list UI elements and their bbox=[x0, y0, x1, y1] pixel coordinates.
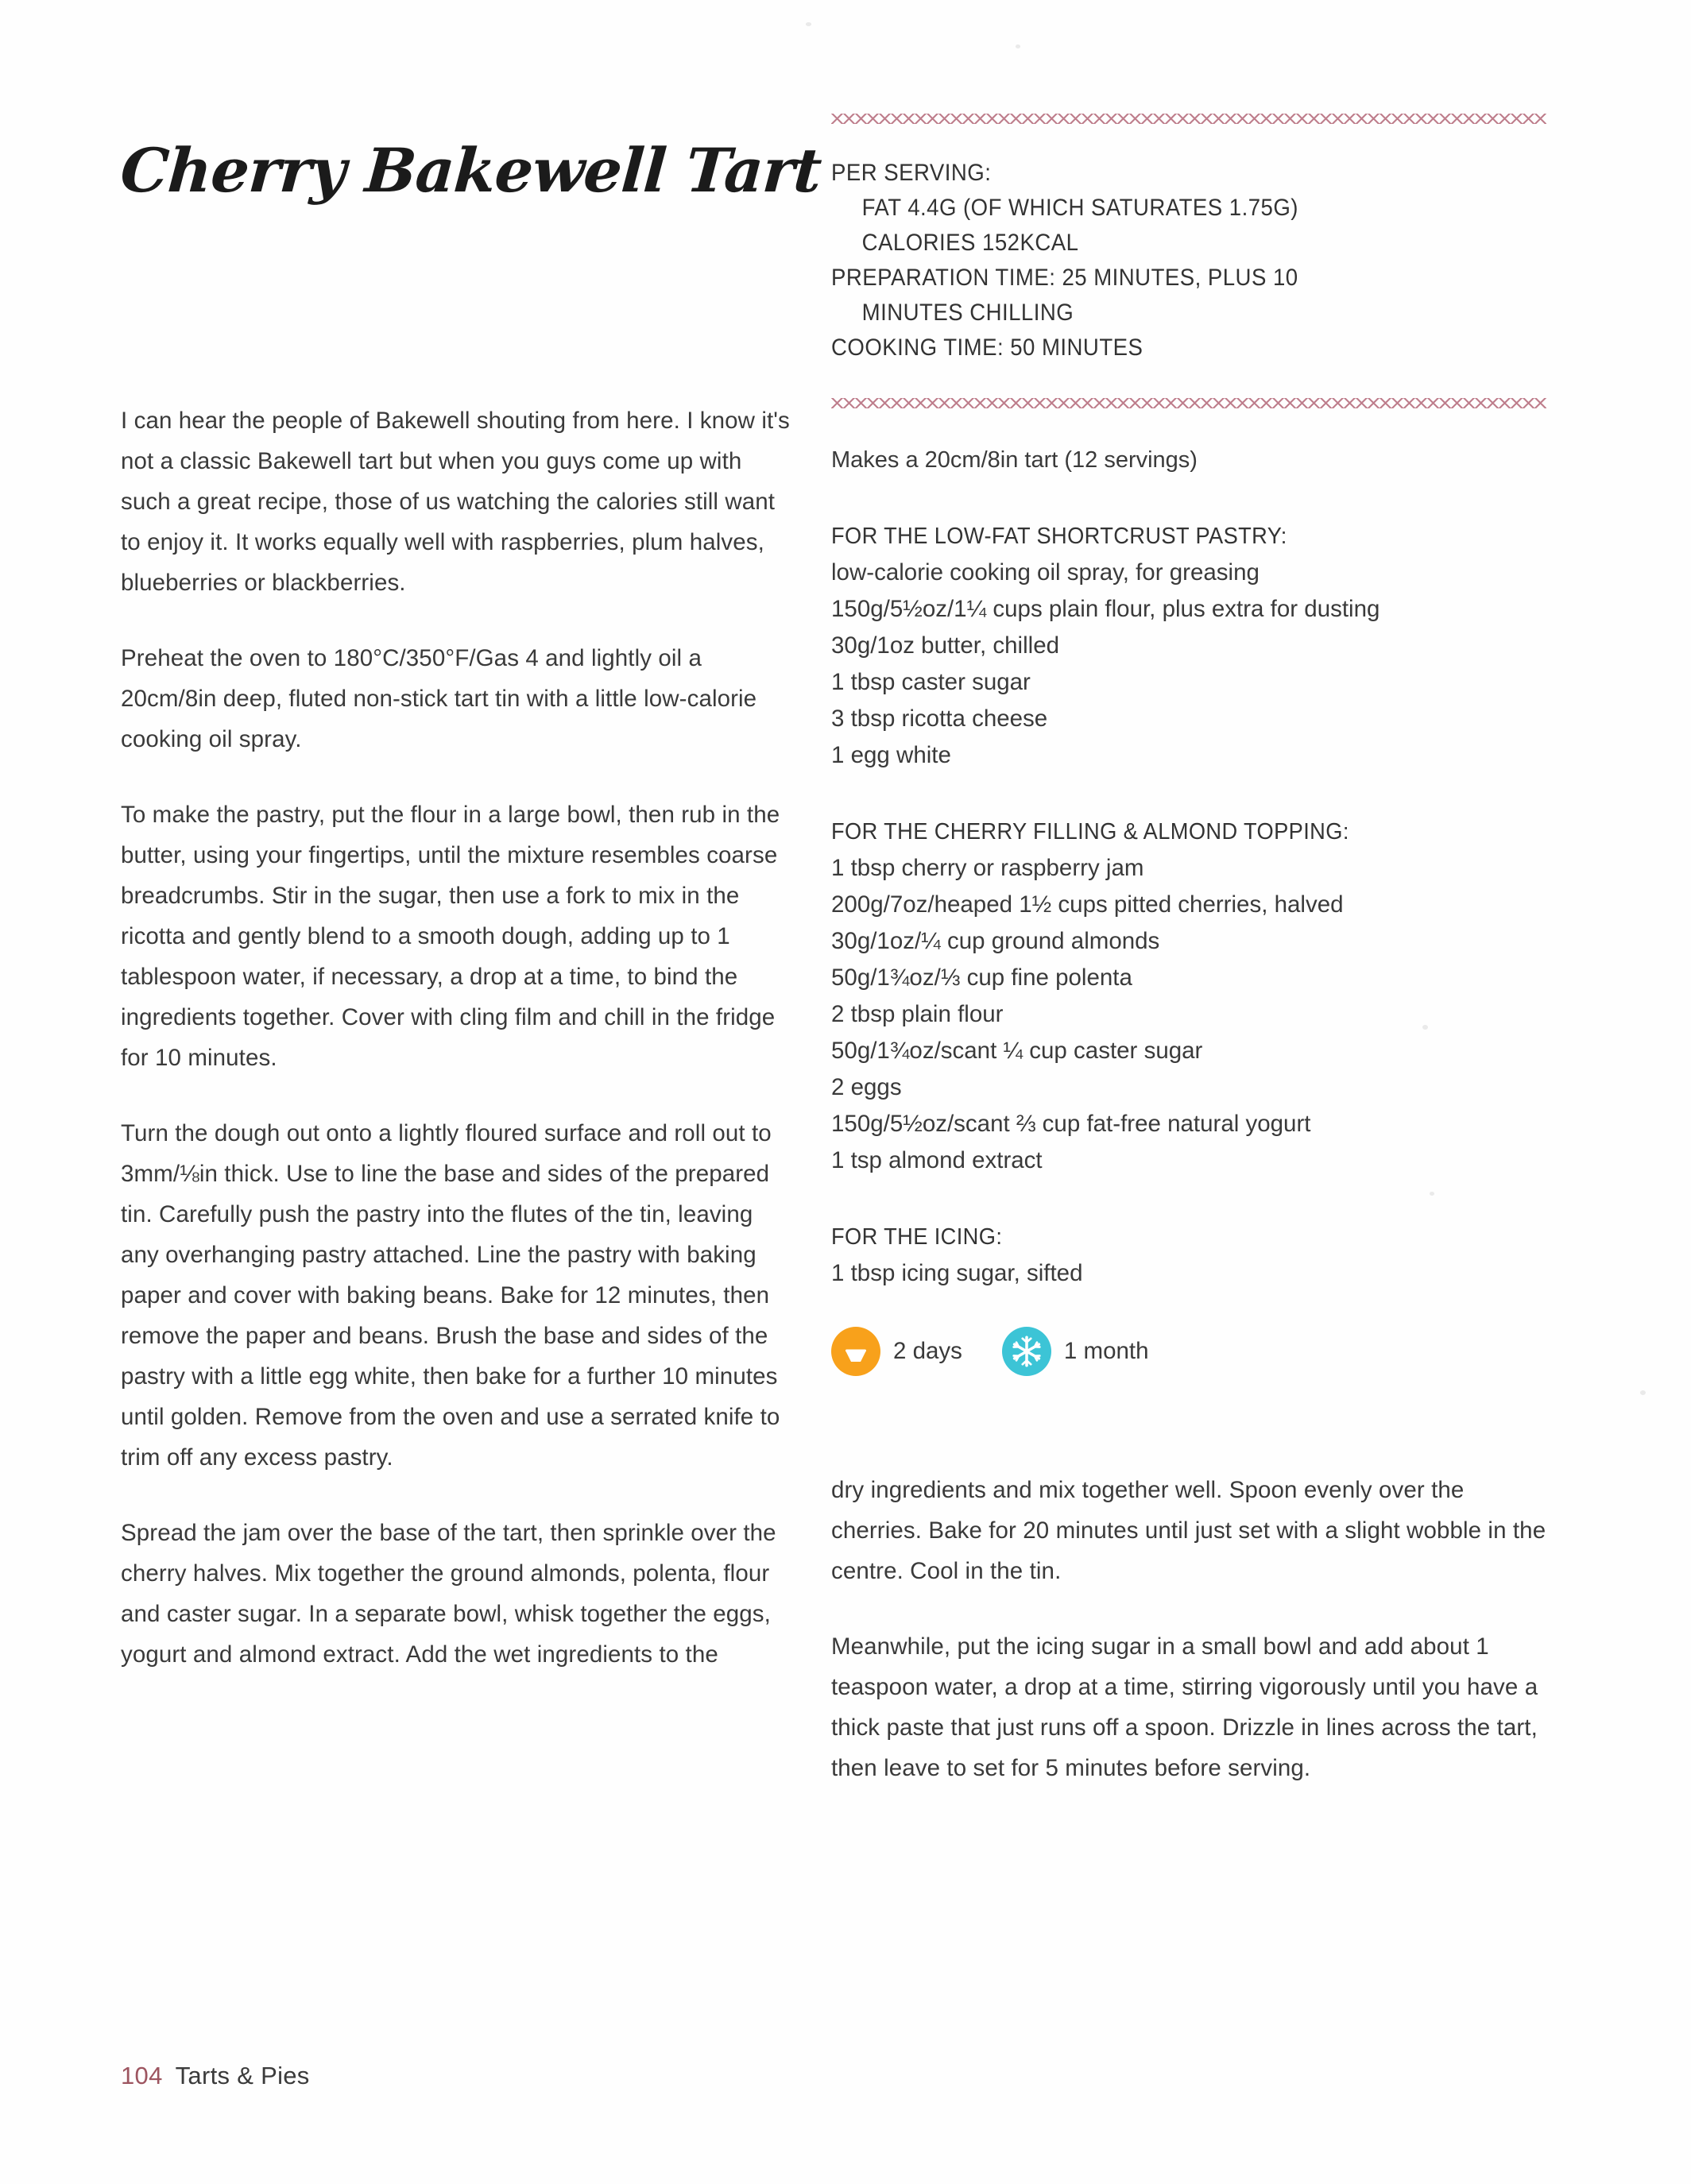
left-column bbox=[118, 135, 824, 1675]
storage-row bbox=[831, 1327, 1546, 1376]
ingredient-item: 2 tbsp plain flour bbox=[831, 1001, 1004, 1027]
ingredient-item: 1 egg white bbox=[831, 742, 951, 768]
snowflake-icon bbox=[1002, 1327, 1051, 1376]
method-paragraph: Turn the dough out onto a lightly floured surface and roll out to 3mm/⅛in thick. Use to line the base and sides of the prepared tin. Carefully push the pastry into the flutes of the tin, leaving any overhanging pastry attached. Line the pastry with baking paper and cover with baking beans. Bake for 12 minutes, then remove the paper and beans. Brush the base and sides of the pastry with a little egg white, then bake for a further 10 minutes until golden. Remove from the oven and use a serrated knife to trim off any excess pastry. bbox=[121, 1119, 780, 1471]
method-left bbox=[121, 400, 796, 1675]
right-column bbox=[831, 111, 1546, 1788]
ingredient-group-icing bbox=[831, 1219, 1546, 1292]
ingredient-item: 30g/1oz/¼ cup ground almonds bbox=[831, 928, 1160, 954]
nutrition-panel bbox=[831, 111, 1546, 408]
per-serving-label: PER SERVING: bbox=[831, 160, 992, 186]
wavy-rule-top bbox=[831, 111, 1546, 124]
storage-fridge-label: 2 days bbox=[893, 1338, 962, 1365]
preparation-time-cont: MINUTES CHILLING bbox=[861, 300, 1074, 326]
ingredient-item: 3 tbsp ricotta cheese bbox=[831, 705, 1048, 732]
preparation-time: PREPARATION TIME: 25 MINUTES, PLUS 10 bbox=[831, 265, 1298, 291]
cooking-time: COOKING TIME: 50 MINUTES bbox=[831, 334, 1143, 361]
method-paragraph: To make the pastry, put the flour in a large bowl, then rub in the butter, using your fingertips, until the mixture resembles coarse breadcrumbs. Stir in the sugar, then use a fork to mix in the ricotta and gently blend to a smooth dough, adding up to 1 tablespoon water, if necessary, a drop at a time, to bind the ingredients together. Cover with cling film and chill in the fridge for 10 minutes. bbox=[121, 801, 780, 1071]
method-paragraph: Spread the jam over the base of the tart, then sprinkle over the cherry halves. Mix together the ground almonds, polenta, flour and caster sugar. In a separate bowl, whisk together the eggs, yogurt and almond extract. Add the wet ingredients to the bbox=[121, 1519, 776, 1668]
wavy-rule-bottom bbox=[831, 396, 1546, 408]
ingredient-item: 150g/5½oz/scant ⅔ cup fat-free natural yogurt bbox=[831, 1111, 1311, 1137]
page-footer bbox=[121, 2062, 310, 2090]
section-label: Tarts & Pies bbox=[175, 2062, 310, 2089]
ingredient-item: 50g/1¾oz/scant ¼ cup caster sugar bbox=[831, 1038, 1203, 1064]
ingredient-item: low-calorie cooking oil spray, for greasing bbox=[831, 559, 1260, 586]
scan-speck bbox=[1640, 1390, 1646, 1395]
method-paragraph: Meanwhile, put the icing sugar in a small bowl and add about 1 teaspoon water, a drop at a time, stirring vigorously until you have a thick paste that just runs off a spoon. Drizzle in lines across the tart, then leave to set for 5 minutes before serving. bbox=[831, 1633, 1538, 1781]
storage-freezer bbox=[1002, 1327, 1149, 1376]
storage-fridge bbox=[831, 1327, 962, 1376]
scan-speck bbox=[806, 22, 811, 26]
ingredient-group-heading: FOR THE LOW-FAT SHORTCRUST PASTRY: bbox=[831, 524, 1287, 549]
ingredient-item: 1 tbsp icing sugar, sifted bbox=[831, 1260, 1083, 1286]
ingredient-item: 50g/1¾oz/⅓ cup fine polenta bbox=[831, 964, 1132, 991]
ingredient-item: 200g/7oz/heaped 1½ cups pitted cherries, halved bbox=[831, 891, 1344, 918]
ingredient-item: 1 tbsp cherry or raspberry jam bbox=[831, 855, 1144, 881]
storage-freezer-label: 1 month bbox=[1063, 1338, 1149, 1365]
ingredient-item: 2 eggs bbox=[831, 1074, 902, 1100]
ingredient-group-heading: FOR THE CHERRY FILLING & ALMOND TOPPING: bbox=[831, 819, 1349, 845]
method-paragraph: Preheat the oven to 180°C/350°F/Gas 4 and lightly oil a 20cm/8in deep, fluted non-stick tart tin with a little low-calorie cooking oil spray. bbox=[121, 644, 757, 752]
method-paragraph: I can hear the people of Bakewell shouting from here. I know it's not a classic Bakewell tart but when you guys come up with such a great recipe, those of us watching the calories still want to enjoy it. It works equally well with raspberries, plum halves, blueberries or blackberries. bbox=[121, 407, 790, 596]
ingredient-group-heading: FOR THE ICING: bbox=[831, 1224, 1003, 1250]
nutrition-lines bbox=[831, 124, 1546, 396]
nutrition-fat: FAT 4.4G (OF WHICH SATURATES 1.75G) bbox=[861, 195, 1298, 221]
page-number: 104 bbox=[121, 2062, 163, 2089]
fridge-icon bbox=[831, 1327, 880, 1376]
ingredient-group-pastry bbox=[831, 518, 1546, 774]
yield-text: Makes a 20cm/8in tart (12 servings) bbox=[831, 447, 1198, 473]
ingredient-item: 150g/5½oz/1¼ cups plain flour, plus extra for dusting bbox=[831, 596, 1380, 622]
method-right bbox=[831, 1470, 1546, 1788]
nutrition-calories: CALORIES 152KCAL bbox=[861, 230, 1079, 256]
ingredient-item: 1 tsp almond extract bbox=[831, 1147, 1043, 1173]
scan-speck bbox=[1016, 44, 1020, 48]
page-title: Cherry Bakewell Tart bbox=[118, 135, 824, 206]
ingredient-group-filling bbox=[831, 814, 1546, 1179]
ingredient-item: 30g/1oz butter, chilled bbox=[831, 632, 1060, 659]
method-paragraph: dry ingredients and mix together well. Spoon evenly over the cherries. Bake for 20 minutes until just set with a slight wobble in the centre. Cool in the tin. bbox=[831, 1477, 1546, 1584]
ingredient-item: 1 tbsp caster sugar bbox=[831, 669, 1031, 695]
